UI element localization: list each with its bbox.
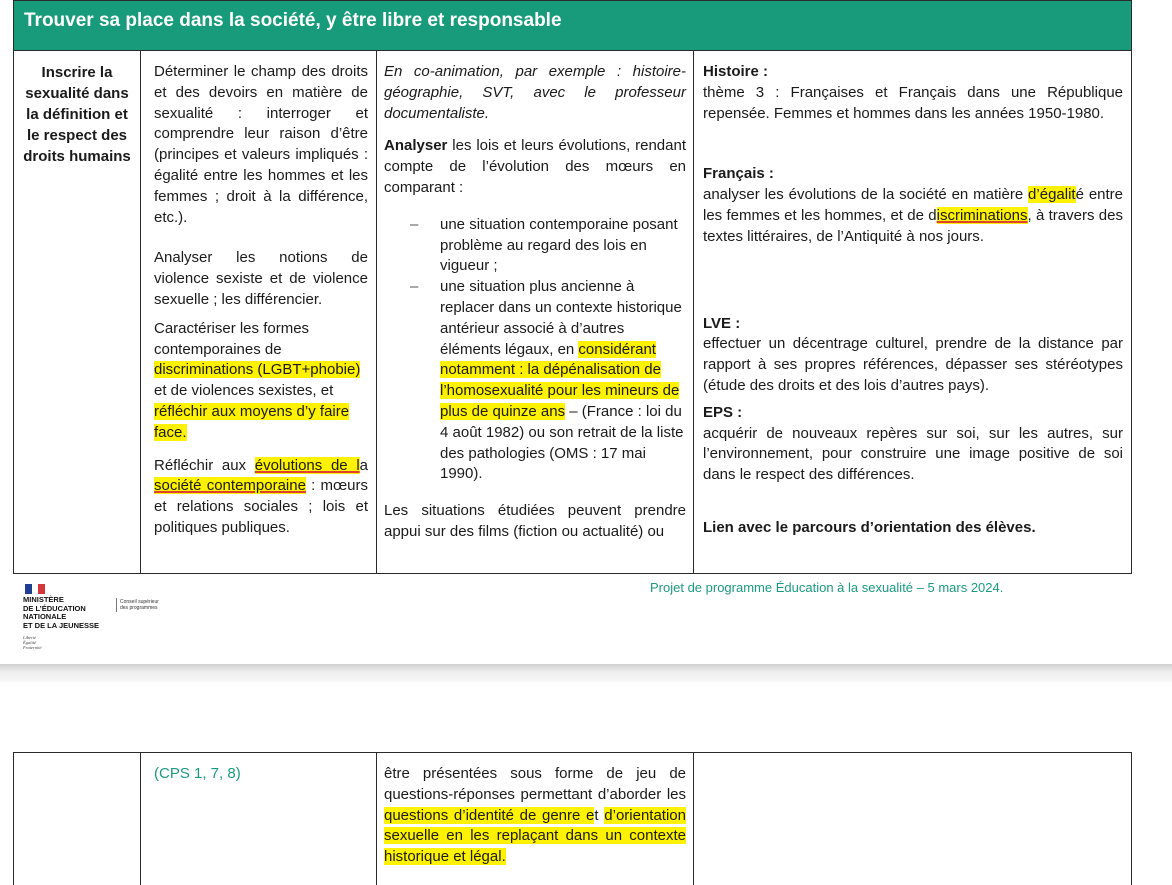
page-separator: [0, 664, 1172, 682]
republic-motto: Liberté Égalité Fraternité: [23, 635, 42, 650]
section-banner: [13, 0, 1132, 50]
column-divider: [140, 753, 141, 885]
french-flag-icon: [25, 584, 45, 594]
objective-title: Inscrire la sexualité dans la définition et le respect des droits humains: [23, 64, 131, 165]
section-title: Trouver sa place dans la société, y être libre et responsable: [24, 10, 562, 31]
ministry-logo: [23, 584, 133, 656]
project-caption: Projet de programme Éducation à la sexualité – 5 mars 2024.: [650, 580, 1004, 595]
discipline-eps: EPS : acquérir de nouveaux repères sur soi, sur les autres, sur l’environnement, pour construire une image positive de soi dans le respect des différences.: [703, 403, 1123, 484]
column-divider: [693, 51, 694, 573]
council-name: Conseil supérieur des programmes: [120, 599, 159, 611]
program-table-continued: [13, 752, 1132, 885]
document-page-2: [0, 682, 1172, 885]
activities-analyse: Analyser les lois et leurs évolutions, rendant compte de l’évolution des mœurs en comparant :: [384, 137, 686, 196]
competency-violence: Analyser les notions de violence sexiste et de violence sexuelle ; les différencier.: [154, 249, 368, 308]
activities-cell: [384, 62, 686, 543]
competency-rights: Déterminer le champ des droits et des devoirs en matière de sexualité : interroger et comprendre leur raison d’être (principes et valeurs impliqués : égalité entre les hommes et les femmes ; droit à la différence, etc.).: [154, 63, 368, 226]
competency-discrimination: Caractériser les formes contemporaines de discriminations (LGBT+phobie) et de violences sexistes, et réfléchir aux moyens d’y faire face.: [154, 319, 361, 441]
program-table: [13, 50, 1132, 574]
list-item: – une situation contemporaine posant problème au regard des lois en vigueur ;: [410, 215, 678, 275]
competency-evolution: Réfléchir aux évolutions de la société contemporaine : mœurs et relations sociales ; lois et politiques publiques.: [154, 456, 368, 536]
column-divider: [376, 753, 377, 885]
cps-reference: (CPS 1, 7, 8): [154, 765, 241, 782]
orientation-link: Lien avec le parcours d’orientation des élèves.: [703, 518, 1036, 536]
disciplines-cell: [703, 62, 1123, 539]
situation-list: [384, 215, 686, 485]
competencies-cell: [154, 62, 368, 539]
activities-closing: Les situations étudiées peuvent prendre appui sur des films (fiction ou actualité) ou: [384, 502, 686, 540]
discipline-francais: Français : analyser les évolutions de la société en matière d’égalité entre les femmes et les hommes, et de discriminations, à travers des textes littéraires, de l’Antiquité à nos jours.: [703, 165, 1124, 245]
column-divider: [376, 51, 377, 573]
column-divider: [693, 753, 694, 885]
discipline-histoire: Histoire : thème 3 : Françaises et Français dans une République repensée. Femmes et hommes dans les années 1950-1980.: [703, 63, 1123, 122]
logo-divider: [116, 598, 117, 612]
activities-continued: être présentées sous forme de jeu de questions-réponses permettant d’aborder les questions d’identité de genre et d’orientation sexuelle en les replaçant dans un contexte historique et légal.: [384, 765, 686, 866]
list-item: – une situation plus ancienne à replacer dans un contexte historique antérieur associé à d’autres éléments légaux, en considérant notamment : la dépénalisation de l’homosexualité pour les mineurs de plus de quinze ans – (France : loi du 4 août 1982) ou son retrait de la liste des pathologies (OMS : 17 mai 1990).: [410, 278, 684, 483]
discipline-lve: LVE : effectuer un décentrage culturel, prendre de la distance par rapport à ses propres références, dépasser ses stéréotypes (étude des droits et des lois d’autres pays).: [703, 314, 1123, 394]
ministry-name: MINISTÈRE DE L’ÉDUCATION NATIONALE ET DE LA JEUNESSE: [23, 595, 99, 630]
activities-intro: En co-animation, par exemple : histoire-géographie, SVT, avec le professeur documentaliste.: [384, 63, 686, 122]
column-divider: [140, 51, 141, 573]
